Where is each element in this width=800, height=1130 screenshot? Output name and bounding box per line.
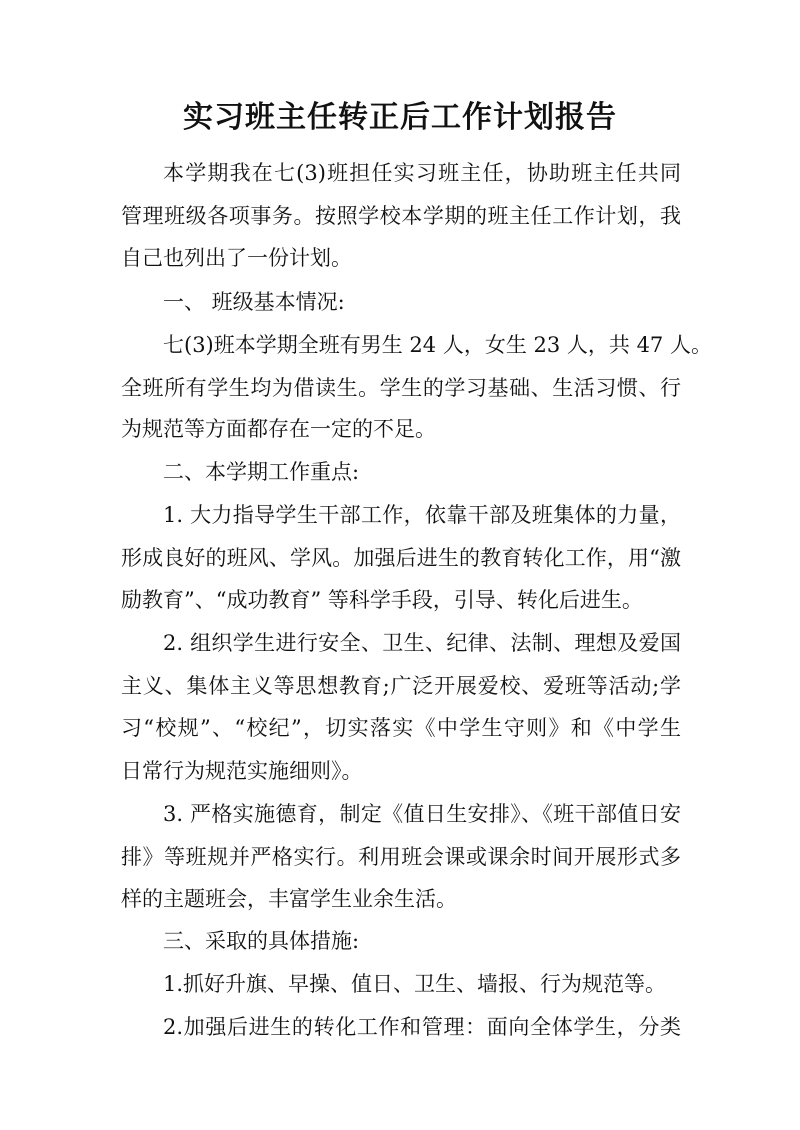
paragraph-line: 2.加强后进生的转化工作和管理：面向全体学生，分类 [163,1015,681,1039]
paragraph-line: 习“校规”、“校纪”，切实落实《中学生守则》和《中学生 [121,716,681,740]
paragraph-line: 七(3)班本学期全班有男生 24 人，女生 23 人，共 47 人。 [163,333,712,357]
paragraph-line: 排》等班规并严格实行。利用班会课或课余时间开展形式多 [121,845,681,869]
paragraph-line: 形成良好的班风、学风。加强后进生的教育转化工作，用“激 [121,546,681,570]
paragraph-line: 全班所有学生均为借读生。学生的学习基础、生活习惯、行 [121,376,681,400]
paragraph-line: 为规范等方面都存在一定的不足。 [121,417,436,441]
paragraph-line: 日常行为规范实施细则》。 [121,759,363,783]
section-heading-1: 一、 班级基本情况: [163,290,345,314]
paragraph-line: 本学期我在七(3)班担任实习班主任，协助班主任共同 [163,161,681,185]
paragraph-line: 励教育”、“成功教育” 等科学手段，引导、转化后进生。 [121,588,643,612]
paragraph-line: 1. 大力指导学生干部工作，依靠干部及班集体的力量， [163,503,681,527]
paragraph-line: 1.抓好升旗、早操、值日、卫生、墙报、行为规范等。 [163,972,667,996]
section-heading-3: 三、采取的具体措施: [163,929,360,953]
paragraph-line: 自己也列出了一份计划。 [121,246,352,270]
paragraph-line: 管理班级各项事务。按照学校本学期的班主任工作计划，我 [121,204,681,228]
paragraph-line: 样的主题班会，丰富学生业余生活。 [121,887,457,911]
section-heading-2: 二、本学期工作重点: [163,460,360,484]
document-title: 实习班主任转正后工作计划报告 [183,100,617,135]
paragraph-line: 3. 严格实施德育，制定《值日生安排》、《班干部值日安 [163,802,681,826]
paragraph-line: 主义、集体主义等思想教育;广泛开展爱校、爱班等活动;学 [121,674,681,698]
paragraph-line: 2. 组织学生进行安全、卫生、纪律、法制、理想及爱国 [163,631,681,655]
